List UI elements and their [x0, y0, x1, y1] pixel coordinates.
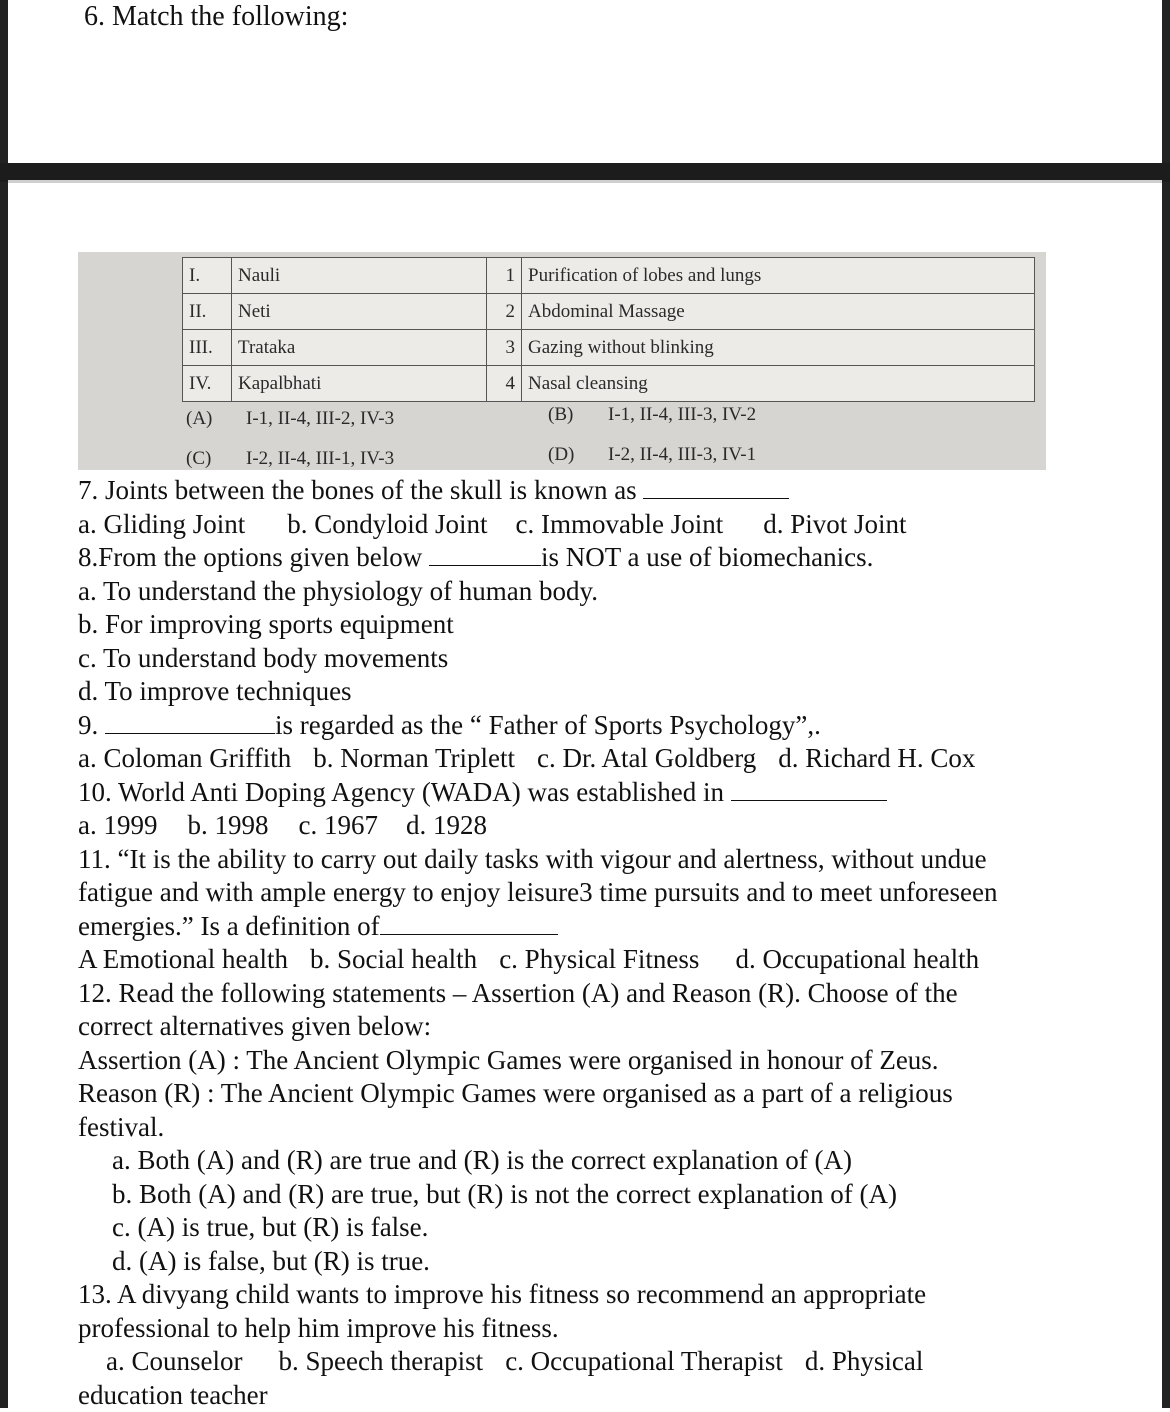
row-numeral: II.: [183, 294, 232, 330]
question-11-line-3: emergies.” Is a definition of: [78, 910, 1078, 944]
question-8-option-c: c. To understand body movements: [78, 642, 1078, 676]
left-frame: [0, 0, 8, 1408]
question-6-title: 6. Match the following:: [84, 0, 348, 34]
answer-blank: [731, 778, 887, 801]
table-row: [183, 330, 1035, 366]
question-12-line-2: correct alternatives given below:: [78, 1010, 1078, 1044]
question-12-assertion: Assertion (A) : The Ancient Olympic Games were organised in honour of Zeus.: [78, 1044, 1078, 1078]
answer-blank: [380, 912, 558, 935]
option-a-label: (A): [186, 408, 212, 430]
question-8: 8.From the options given below is NOT a use of biomechanics.: [78, 541, 1078, 575]
question-8-option-d: d. To improve techniques: [78, 675, 1078, 709]
question-12-option-d: d. (A) is false, but (R) is true.: [78, 1245, 1078, 1279]
question-8-option-a: a. To understand the physiology of human body.: [78, 575, 1078, 609]
row-description: Nasal cleansing: [522, 366, 1035, 402]
answer-blank: [643, 476, 789, 499]
question-9-options: a. Coloman Griffith b. Norman Triplett c. Dr. Atal Goldberg d. Richard H. Cox: [78, 742, 1078, 776]
question-11-options: A Emotional health b. Social health c. Physical Fitness d. Occupational health: [78, 943, 1078, 977]
option-c-text: I-2, II-4, III-1, IV-3: [246, 448, 394, 470]
question-10: 10. World Anti Doping Agency (WADA) was established in: [78, 776, 1078, 810]
row-index: 4: [487, 366, 522, 402]
option-b-label: (B): [548, 404, 573, 426]
question-7-options: a. Gliding Joint b. Condyloid Joint c. Immovable Joint d. Pivot Joint: [78, 508, 1078, 542]
option-b-text: I-1, II-4, III-3, IV-2: [608, 404, 756, 426]
question-13-option-d-cont: education teacher: [78, 1379, 1078, 1412]
answer-blank: [105, 711, 275, 734]
question-12-reason-cont: festival.: [78, 1111, 1078, 1145]
row-term: Neti: [232, 294, 487, 330]
row-term: Trataka: [232, 330, 487, 366]
question-13-line-1: 13. A divyang child wants to improve his fitness so recommend an appropriate: [78, 1278, 1078, 1312]
questions-body: [78, 474, 1078, 1412]
question-11-line-1: 11. “It is the ability to carry out daily tasks with vigour and alertness, without undue: [78, 843, 1078, 877]
row-numeral: III.: [183, 330, 232, 366]
row-term: Kapalbhati: [232, 366, 487, 402]
row-description: Gazing without blinking: [522, 330, 1035, 366]
table-row: [183, 294, 1035, 330]
option-d-label: (D): [548, 444, 574, 466]
question-12-option-a: a. Both (A) and (R) are true and (R) is the correct explanation of (A): [78, 1144, 1078, 1178]
question-13-line-2: professional to help him improve his fitness.: [78, 1312, 1078, 1346]
question-11-line-2: fatigue and with ample energy to enjoy leisure3 time pursuits and to meet unforeseen: [78, 876, 1078, 910]
row-index: 3: [487, 330, 522, 366]
match-table-photo: [78, 252, 1046, 470]
question-12-option-c: c. (A) is true, but (R) is false.: [78, 1211, 1078, 1245]
question-7: 7. Joints between the bones of the skull is known as: [78, 474, 1078, 508]
table-row: [183, 366, 1035, 402]
answer-blank: [429, 543, 541, 566]
option-d-text: I-2, II-4, III-3, IV-1: [608, 444, 756, 466]
question-8-option-b: b. For improving sports equipment: [78, 608, 1078, 642]
table-row: [183, 258, 1035, 294]
option-c-label: (C): [186, 448, 211, 470]
page-separator-edge: [8, 180, 1162, 183]
right-frame: [1162, 0, 1170, 1408]
row-index: 1: [487, 258, 522, 294]
question-12-line-1: 12. Read the following statements – Assertion (A) and Reason (R). Choose of the: [78, 977, 1078, 1011]
question-12-option-b: b. Both (A) and (R) are true, but (R) is not the correct explanation of (A): [78, 1178, 1078, 1212]
row-numeral: IV.: [183, 366, 232, 402]
row-index: 2: [487, 294, 522, 330]
question-13-options: a. Counselor b. Speech therapist c. Occupational Therapist d. Physical: [78, 1345, 1078, 1379]
question-9: 9. is regarded as the “ Father of Sports Psychology”,.: [78, 709, 1078, 743]
option-a-text: I-1, II-4, III-2, IV-3: [246, 408, 394, 430]
row-term: Nauli: [232, 258, 487, 294]
question-10-options: a. 1999 b. 1998 c. 1967 d. 1928: [78, 809, 1078, 843]
match-table: [182, 257, 1035, 402]
row-description: Abdominal Massage: [522, 294, 1035, 330]
question-12-reason: Reason (R) : The Ancient Olympic Games were organised as a part of a religious: [78, 1077, 1078, 1111]
row-numeral: I.: [183, 258, 232, 294]
row-description: Purification of lobes and lungs: [522, 258, 1035, 294]
